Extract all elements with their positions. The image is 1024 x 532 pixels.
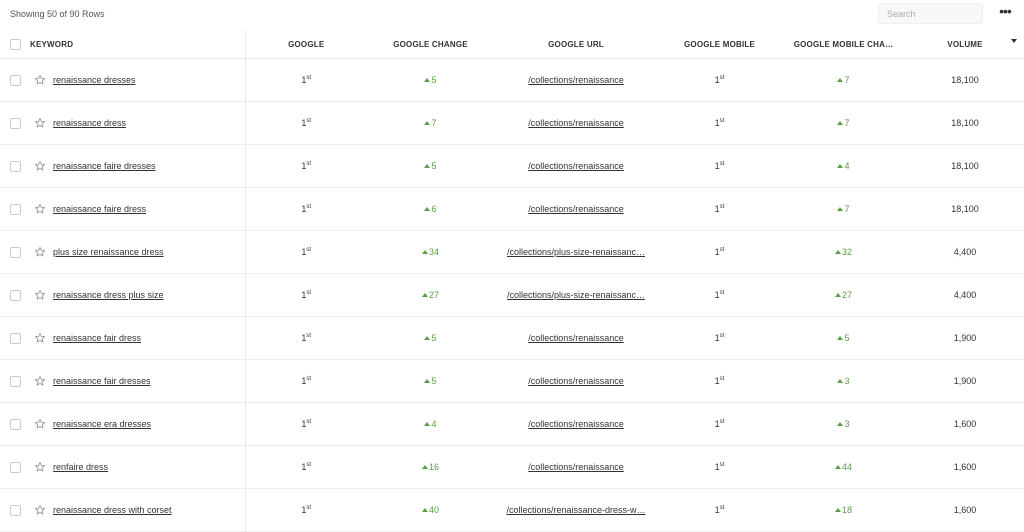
mobile-change-cell: [781, 145, 906, 188]
mobile-rank-cell: [658, 102, 781, 145]
google-change-cell: [367, 59, 494, 102]
volume-value: 1,600: [953, 419, 977, 429]
google-url-link[interactable]: /collections/renaissance: [528, 462, 624, 473]
mobile-rank-suffix: st: [719, 161, 725, 167]
mobile-change-value: 3: [844, 419, 850, 429]
mobile-change-cell: [781, 317, 906, 360]
mobile-rank-cell: [658, 360, 781, 403]
google-rank-cell: [245, 403, 367, 446]
up-arrow-icon: [422, 508, 428, 512]
volume-cell: [906, 489, 1024, 532]
google-rank-cell: [245, 188, 367, 231]
google-change-cell: [367, 360, 494, 403]
google-rank-cell: [245, 145, 367, 188]
google-rank: 1: [301, 161, 307, 171]
google-url-cell: [494, 360, 658, 403]
row-checkbox[interactable]: [10, 118, 21, 129]
google-url-cell: [494, 317, 658, 360]
google-rank-cell: [245, 102, 367, 145]
keyword-link[interactable]: renaissance fair dresses: [53, 376, 151, 386]
volume-cell: [906, 446, 1024, 489]
column-header-google-mobile-change[interactable]: GOOGLE MOBILE CHA…: [781, 30, 906, 59]
google-rank: 1: [301, 204, 307, 214]
keyword-link[interactable]: renaissance dress plus size: [53, 290, 164, 300]
google-url-cell: [494, 102, 658, 145]
google-rank-suffix: st: [306, 376, 312, 382]
star-icon[interactable]: [34, 504, 46, 516]
google-rank-suffix: st: [306, 290, 312, 296]
mobile-change-cell: [781, 274, 906, 317]
keyword-link[interactable]: renfaire dress: [53, 462, 109, 472]
mobile-rank-suffix: st: [719, 333, 725, 339]
google-url-cell: [494, 403, 658, 446]
keyword-link[interactable]: plus size renaissance dress: [53, 247, 164, 257]
up-arrow-icon: [835, 508, 841, 512]
table-row: [0, 59, 1024, 102]
search-input[interactable]: [878, 3, 983, 24]
google-change-value: 5: [431, 333, 437, 343]
google-change-value: 40: [428, 505, 439, 515]
up-arrow-icon: [837, 78, 843, 82]
mobile-rank-suffix: st: [719, 247, 725, 253]
google-rank-suffix: st: [306, 118, 312, 124]
volume-value: 4,400: [953, 247, 977, 257]
star-icon[interactable]: [34, 461, 46, 473]
google-url-link[interactable]: /collections/renaissance: [528, 161, 624, 172]
google-url-cell: [494, 145, 658, 188]
google-rank-cell: [245, 360, 367, 403]
volume-cell: [906, 59, 1024, 102]
up-arrow-icon: [835, 250, 841, 254]
mobile-rank: 1: [714, 505, 720, 515]
mobile-change-cell: [781, 403, 906, 446]
google-change-value: 34: [428, 247, 439, 257]
keyword-cell: [0, 274, 245, 317]
google-rank: 1: [301, 462, 307, 472]
google-url-cell: [494, 489, 658, 532]
volume-cell: [906, 145, 1024, 188]
keyword-link[interactable]: renaissance faire dress: [53, 204, 147, 214]
up-arrow-icon: [424, 207, 430, 211]
up-arrow-icon: [422, 293, 428, 297]
google-url-cell: [494, 59, 658, 102]
google-change-cell: [367, 231, 494, 274]
google-url-link[interactable]: /collections/renaissance: [528, 204, 624, 215]
star-icon[interactable]: [34, 117, 46, 129]
star-icon[interactable]: [34, 160, 46, 172]
mobile-rank-cell: [658, 188, 781, 231]
keyword-link[interactable]: renaissance dress with corset: [53, 505, 172, 515]
table-toolbar: [0, 0, 1024, 30]
up-arrow-icon: [424, 422, 430, 426]
keyword-cell: [0, 360, 245, 403]
column-header-google[interactable]: GOOGLE: [245, 30, 367, 59]
mobile-rank-suffix: st: [719, 290, 725, 296]
google-rank: 1: [301, 376, 307, 386]
mobile-rank-cell: [658, 446, 781, 489]
google-rank-cell: [245, 317, 367, 360]
google-rank-suffix: st: [306, 75, 312, 81]
google-change-cell: [367, 102, 494, 145]
keyword-cell: [0, 403, 245, 446]
row-checkbox[interactable]: [10, 247, 21, 258]
up-arrow-icon: [424, 121, 430, 125]
volume-value: 18,100: [951, 161, 979, 171]
star-icon[interactable]: [34, 289, 46, 301]
star-icon[interactable]: [34, 418, 46, 430]
volume-cell: [906, 231, 1024, 274]
up-arrow-icon: [422, 465, 428, 469]
mobile-change-value: 4: [844, 161, 850, 171]
star-icon[interactable]: [34, 375, 46, 387]
google-url-link[interactable]: /collections/renaissance-dress-w…: [506, 505, 646, 516]
volume-value: 4,400: [953, 290, 977, 300]
google-rank-cell: [245, 446, 367, 489]
up-arrow-icon: [837, 121, 843, 125]
google-rank-suffix: st: [306, 505, 312, 511]
mobile-rank-suffix: st: [719, 376, 725, 382]
volume-value: 1,600: [953, 505, 977, 515]
google-change-value: 16: [428, 462, 439, 472]
google-rank: 1: [301, 290, 307, 300]
up-arrow-icon: [422, 250, 428, 254]
keyword-cell: [0, 446, 245, 489]
row-checkbox[interactable]: [10, 376, 21, 387]
mobile-rank: 1: [714, 290, 720, 300]
google-change-value: 27: [428, 290, 439, 300]
star-icon[interactable]: [34, 74, 46, 86]
mobile-rank-cell: [658, 274, 781, 317]
mobile-change-value: 44: [841, 462, 852, 472]
up-arrow-icon: [424, 336, 430, 340]
google-url-link[interactable]: /collections/renaissance: [528, 333, 624, 344]
mobile-change-value: 18: [841, 505, 852, 515]
mobile-change-cell: [781, 360, 906, 403]
keyword-link[interactable]: renaissance dresses: [53, 75, 136, 85]
row-checkbox[interactable]: [10, 290, 21, 301]
volume-cell: [906, 274, 1024, 317]
column-header-keyword[interactable]: [0, 30, 245, 59]
up-arrow-icon: [837, 336, 843, 340]
google-change-cell: [367, 489, 494, 532]
google-change-cell: [367, 446, 494, 489]
google-url-cell: [494, 231, 658, 274]
google-change-value: 4: [431, 419, 437, 429]
column-header-volume[interactable]: VOLUME: [906, 30, 1024, 59]
table-row: [0, 403, 1024, 446]
google-change-value: 5: [431, 75, 437, 85]
up-arrow-icon: [837, 422, 843, 426]
mobile-change-cell: [781, 59, 906, 102]
mobile-rank: 1: [714, 419, 720, 429]
mobile-change-cell: [781, 446, 906, 489]
google-rank-suffix: st: [306, 419, 312, 425]
row-count-label: Showing 50 of 90 Rows: [10, 9, 105, 19]
mobile-change-value: 27: [841, 290, 852, 300]
keywords-table: [0, 30, 1024, 532]
mobile-rank: 1: [714, 75, 720, 85]
row-checkbox[interactable]: [10, 204, 21, 215]
table-header-row: [0, 30, 1024, 59]
mobile-rank-suffix: st: [719, 505, 725, 511]
google-rank: 1: [301, 118, 307, 128]
mobile-change-cell: [781, 188, 906, 231]
table-row: [0, 360, 1024, 403]
row-checkbox[interactable]: [10, 75, 21, 86]
volume-value: 18,100: [951, 204, 979, 214]
mobile-rank-cell: [658, 231, 781, 274]
google-rank-suffix: st: [306, 333, 312, 339]
up-arrow-icon: [837, 379, 843, 383]
google-rank-suffix: st: [306, 247, 312, 253]
google-rank-cell: [245, 59, 367, 102]
keyword-cell: [0, 317, 245, 360]
row-checkbox[interactable]: [10, 161, 21, 172]
keyword-cell: [0, 231, 245, 274]
table-row: [0, 274, 1024, 317]
up-arrow-icon: [424, 379, 430, 383]
mobile-rank-cell: [658, 145, 781, 188]
mobile-rank: 1: [714, 204, 720, 214]
mobile-rank-cell: [658, 403, 781, 446]
volume-cell: [906, 360, 1024, 403]
google-change-cell: [367, 274, 494, 317]
google-rank-suffix: st: [306, 161, 312, 167]
volume-value: 18,100: [951, 75, 979, 85]
row-checkbox[interactable]: [10, 333, 21, 344]
google-change-cell: [367, 403, 494, 446]
google-rank-cell: [245, 489, 367, 532]
keyword-cell: [0, 188, 245, 231]
keyword-cell: [0, 145, 245, 188]
up-arrow-icon: [837, 207, 843, 211]
volume-cell: [906, 102, 1024, 145]
google-url-cell: [494, 188, 658, 231]
up-arrow-icon: [837, 164, 843, 168]
row-checkbox[interactable]: [10, 505, 21, 516]
mobile-rank-cell: [658, 489, 781, 532]
row-checkbox[interactable]: [10, 419, 21, 430]
volume-value: 1,900: [953, 333, 977, 343]
google-rank: 1: [301, 75, 307, 85]
google-url-link[interactable]: /collections/plus-size-renaissanc…: [506, 290, 646, 301]
row-checkbox[interactable]: [10, 462, 21, 473]
select-all-checkbox[interactable]: [10, 39, 21, 50]
mobile-change-value: 7: [844, 75, 850, 85]
google-rank: 1: [301, 247, 307, 257]
table-row: [0, 145, 1024, 188]
google-url-link[interactable]: /collections/renaissance: [528, 376, 624, 387]
column-header-google-mobile[interactable]: GOOGLE MOBILE: [658, 30, 781, 59]
mobile-change-cell: [781, 489, 906, 532]
mobile-rank: 1: [714, 161, 720, 171]
volume-value: 1,900: [953, 376, 977, 386]
mobile-rank-cell: [658, 59, 781, 102]
up-arrow-icon: [835, 465, 841, 469]
mobile-change-value: 3: [844, 376, 850, 386]
mobile-rank-suffix: st: [719, 118, 725, 124]
google-change-cell: [367, 317, 494, 360]
mobile-change-cell: [781, 102, 906, 145]
table-row: [0, 317, 1024, 360]
table-row: [0, 231, 1024, 274]
mobile-rank: 1: [714, 247, 720, 257]
volume-value: 1,600: [953, 462, 977, 472]
keyword-cell: [0, 489, 245, 532]
google-change-cell: [367, 145, 494, 188]
google-rank: 1: [301, 333, 307, 343]
column-header-google-url[interactable]: GOOGLE URL: [494, 30, 658, 59]
keyword-link[interactable]: renaissance fair dress: [53, 333, 142, 343]
google-rank-cell: [245, 274, 367, 317]
mobile-rank-suffix: st: [719, 419, 725, 425]
mobile-change-cell: [781, 231, 906, 274]
mobile-change-value: 7: [844, 204, 850, 214]
table-row: [0, 489, 1024, 532]
google-url-link[interactable]: /collections/plus-size-renaissanc…: [506, 247, 646, 258]
mobile-rank: 1: [714, 118, 720, 128]
google-change-value: 7: [431, 118, 437, 128]
mobile-rank-suffix: st: [719, 204, 725, 210]
google-rank-suffix: st: [306, 204, 312, 210]
mobile-rank: 1: [714, 462, 720, 472]
google-change-cell: [367, 188, 494, 231]
keyword-cell: [0, 102, 245, 145]
up-arrow-icon: [424, 164, 430, 168]
table-row: [0, 446, 1024, 489]
sort-desc-icon[interactable]: [1011, 39, 1017, 43]
google-change-value: 5: [431, 376, 437, 386]
keyword-cell: [0, 59, 245, 102]
mobile-change-value: 32: [841, 247, 852, 257]
google-url-link[interactable]: /collections/renaissance: [528, 75, 624, 86]
google-rank: 1: [301, 419, 307, 429]
google-url-link[interactable]: /collections/renaissance: [528, 118, 624, 129]
star-icon[interactable]: [34, 246, 46, 258]
google-url-cell: [494, 274, 658, 317]
volume-cell: [906, 317, 1024, 360]
volume-value: 18,100: [951, 118, 979, 128]
mobile-rank: 1: [714, 333, 720, 343]
keyword-link[interactable]: renaissance faire dresses: [53, 161, 156, 171]
google-change-value: 5: [431, 161, 437, 171]
mobile-rank-cell: [658, 317, 781, 360]
keyword-link[interactable]: renaissance era dresses: [53, 419, 152, 429]
volume-cell: [906, 403, 1024, 446]
google-rank-cell: [245, 231, 367, 274]
google-url-link[interactable]: /collections/renaissance: [528, 419, 624, 430]
table-body: [0, 59, 1024, 532]
google-rank: 1: [301, 505, 307, 515]
table-row: [0, 102, 1024, 145]
up-arrow-icon: [424, 78, 430, 82]
google-change-value: 6: [431, 204, 437, 214]
mobile-rank-suffix: st: [719, 75, 725, 81]
volume-cell: [906, 188, 1024, 231]
column-header-google-change[interactable]: GOOGLE CHANGE: [367, 30, 494, 59]
keyword-link[interactable]: renaissance dress: [53, 118, 127, 128]
google-url-cell: [494, 446, 658, 489]
mobile-change-value: 7: [844, 118, 850, 128]
up-arrow-icon: [835, 293, 841, 297]
mobile-rank-suffix: st: [719, 462, 725, 468]
google-rank-suffix: st: [306, 462, 312, 468]
star-icon[interactable]: [34, 332, 46, 344]
column-header-keyword-label: KEYWORD: [30, 39, 74, 49]
mobile-rank: 1: [714, 376, 720, 386]
table-row: [0, 188, 1024, 231]
star-icon[interactable]: [34, 203, 46, 215]
mobile-change-value: 5: [844, 333, 850, 343]
more-options-icon[interactable]: •••: [999, 3, 1011, 19]
